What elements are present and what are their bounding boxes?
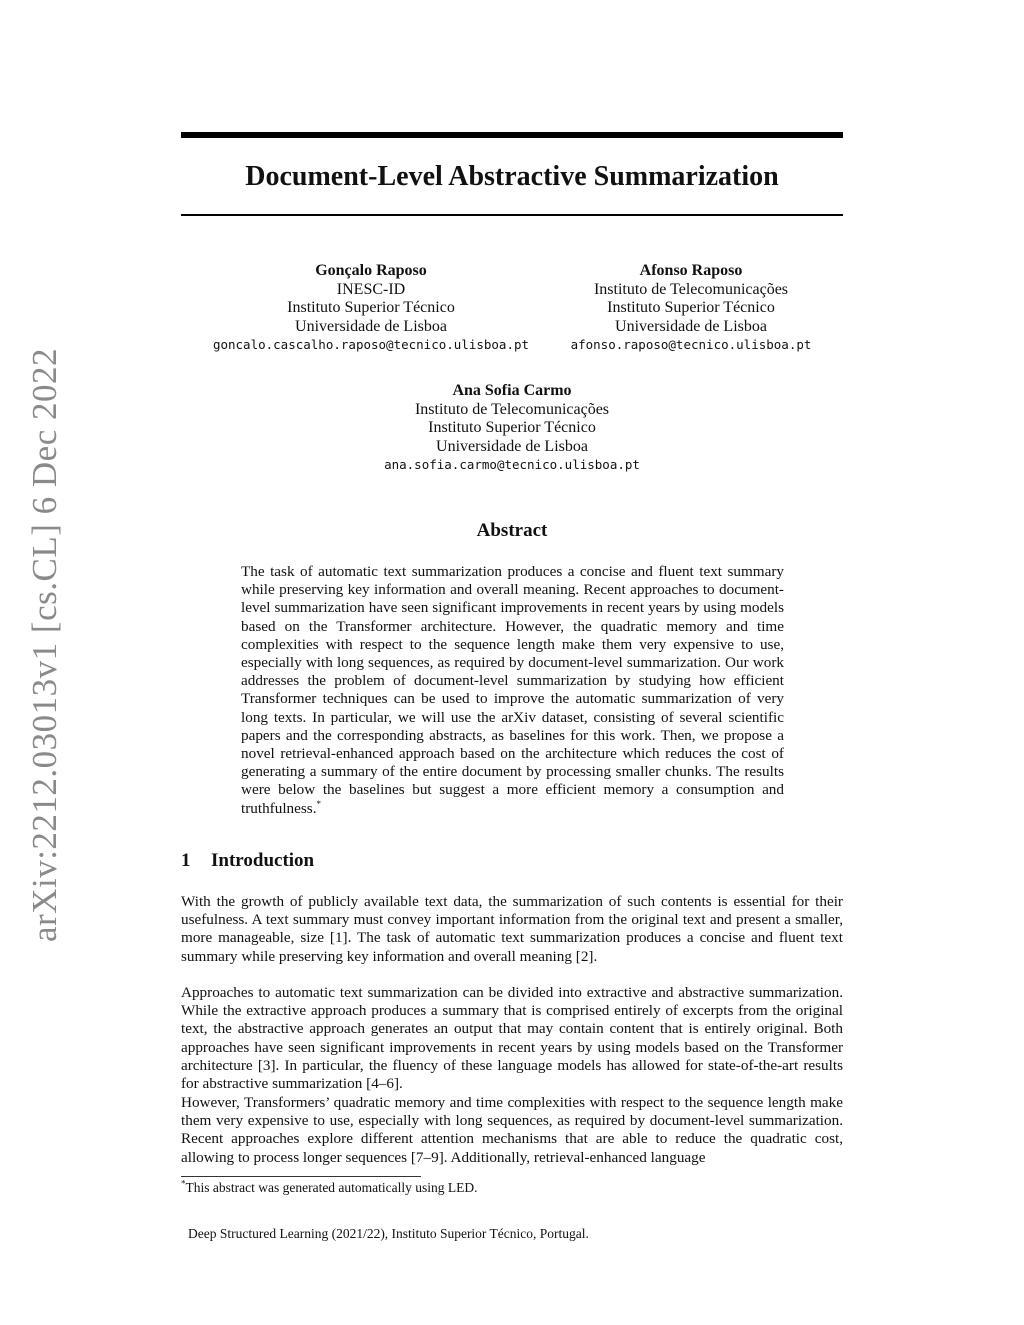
author-affiliation: Instituto Superior Técnico — [607, 299, 775, 316]
footnote-rule — [181, 1176, 421, 1177]
author-block — [362, 382, 662, 475]
abstract-body-text: The task of automatic text summarization produces a concise and fluent text summary while preserving key information and overall meaning. Recent approaches to document-level summarization have seen significant improvements in recent years by using models based on the Transformer architecture. However, the quadratic memory and time complexities with respect to the sequence length make them very expensive to use, especially with long sequences, as required by document-level summarization. Our work addresses the problem of document-level summarization by studying how efficient Transformer techniques can be used to improve the automatic summarization of very long texts. In particular, we will use the arXiv dataset, consisting of several scientific papers and the corresponding abstracts, as baselines for this work. Then, we propose a novel retrieval-enhanced approach based on the architecture which reduces the cost of generating a summary of the entire document by processing smaller chunks. The results were below the baselines but suggest a more efficient memory a consumption and truthfulness. — [241, 563, 784, 817]
abstract-text — [241, 563, 784, 818]
author-affiliation: INESC-ID — [336, 280, 406, 298]
body-paragraph: Approaches to automatic text summarization can be divided into extractive and abstractive summarization. While the extractive approach produces a summary that is comprised entirely of excerpts from the original text, the abstractive approach generates an output that may contain content that is entirely original. Both approaches have seen significant improvements in recent years by using models based on the Transformer architecture [3]. In particular, the fluency of these language models has allowed for state-of-the-art results for abstractive summarization [4–6]. — [181, 984, 843, 1093]
author-affiliation: Instituto Superior Técnico — [428, 419, 596, 436]
section-heading — [181, 850, 843, 872]
abstract-heading: Abstract — [476, 520, 548, 541]
footnote — [181, 1179, 843, 1196]
section-number: 1 — [181, 850, 191, 871]
author-block — [171, 262, 571, 355]
body-paragraph: With the growth of publicly available text data, the summarization of such contents is essential for their usefulness. A text summary must convey important information from the original text and present a smaller, more manageable, size [1]. The task of automatic text summarization produces a concise and fluent text summary while preserving key information and overall meaning [2]. — [181, 893, 843, 965]
footnote-text: This abstract was generated automatically using LED. — [185, 1180, 478, 1195]
author-email: ana.sofia.carmo@tecnico.ulisboa.pt — [384, 457, 640, 472]
section-title: Introduction — [211, 850, 315, 871]
author-affiliation: Instituto de Telecomunicações — [414, 400, 610, 418]
author-name: Afonso Raposo — [639, 262, 743, 279]
author-affiliation: Instituto de Telecomunicações — [593, 280, 789, 298]
author-email: goncalo.cascalho.raposo@tecnico.ulisboa.pt — [212, 337, 530, 352]
author-email: afonso.raposo@tecnico.ulisboa.pt — [570, 337, 812, 352]
author-name: Ana Sofia Carmo — [452, 382, 572, 399]
author-affiliation: Instituto Superior Técnico — [287, 299, 455, 316]
author-block — [540, 262, 842, 355]
title-top-rule — [181, 132, 843, 138]
author-affiliation: Universidade de Lisboa — [436, 437, 588, 455]
abstract-footnote-marker: * — [316, 798, 322, 809]
page-footer: Deep Structured Learning (2021/22), Instituto Superior Técnico, Portugal. — [188, 1226, 589, 1241]
footnote-marker: * — [181, 1178, 186, 1189]
arxiv-identifier-text: arXiv:2212.03013v1 [cs.CL] 6 Dec 2022 — [25, 348, 64, 942]
paper-title: Document-Level Abstractive Summarization — [245, 161, 779, 192]
author-name: Gonçalo Raposo — [315, 262, 427, 279]
title-bottom-rule — [181, 214, 843, 216]
author-affiliation: Universidade de Lisboa — [615, 317, 767, 335]
body-paragraph: However, Transformers’ quadratic memory and time complexities with respect to the sequence length make them very expensive to use, especially with long sequences, as required by document-level summarization. Recent approaches explore different attention mechanisms that are able to reduce the quadratic cost, allowing to process longer sequences [7–9]. Additionally, retrieval-enhanced language — [181, 1094, 843, 1166]
author-affiliation: Universidade de Lisboa — [295, 317, 447, 335]
